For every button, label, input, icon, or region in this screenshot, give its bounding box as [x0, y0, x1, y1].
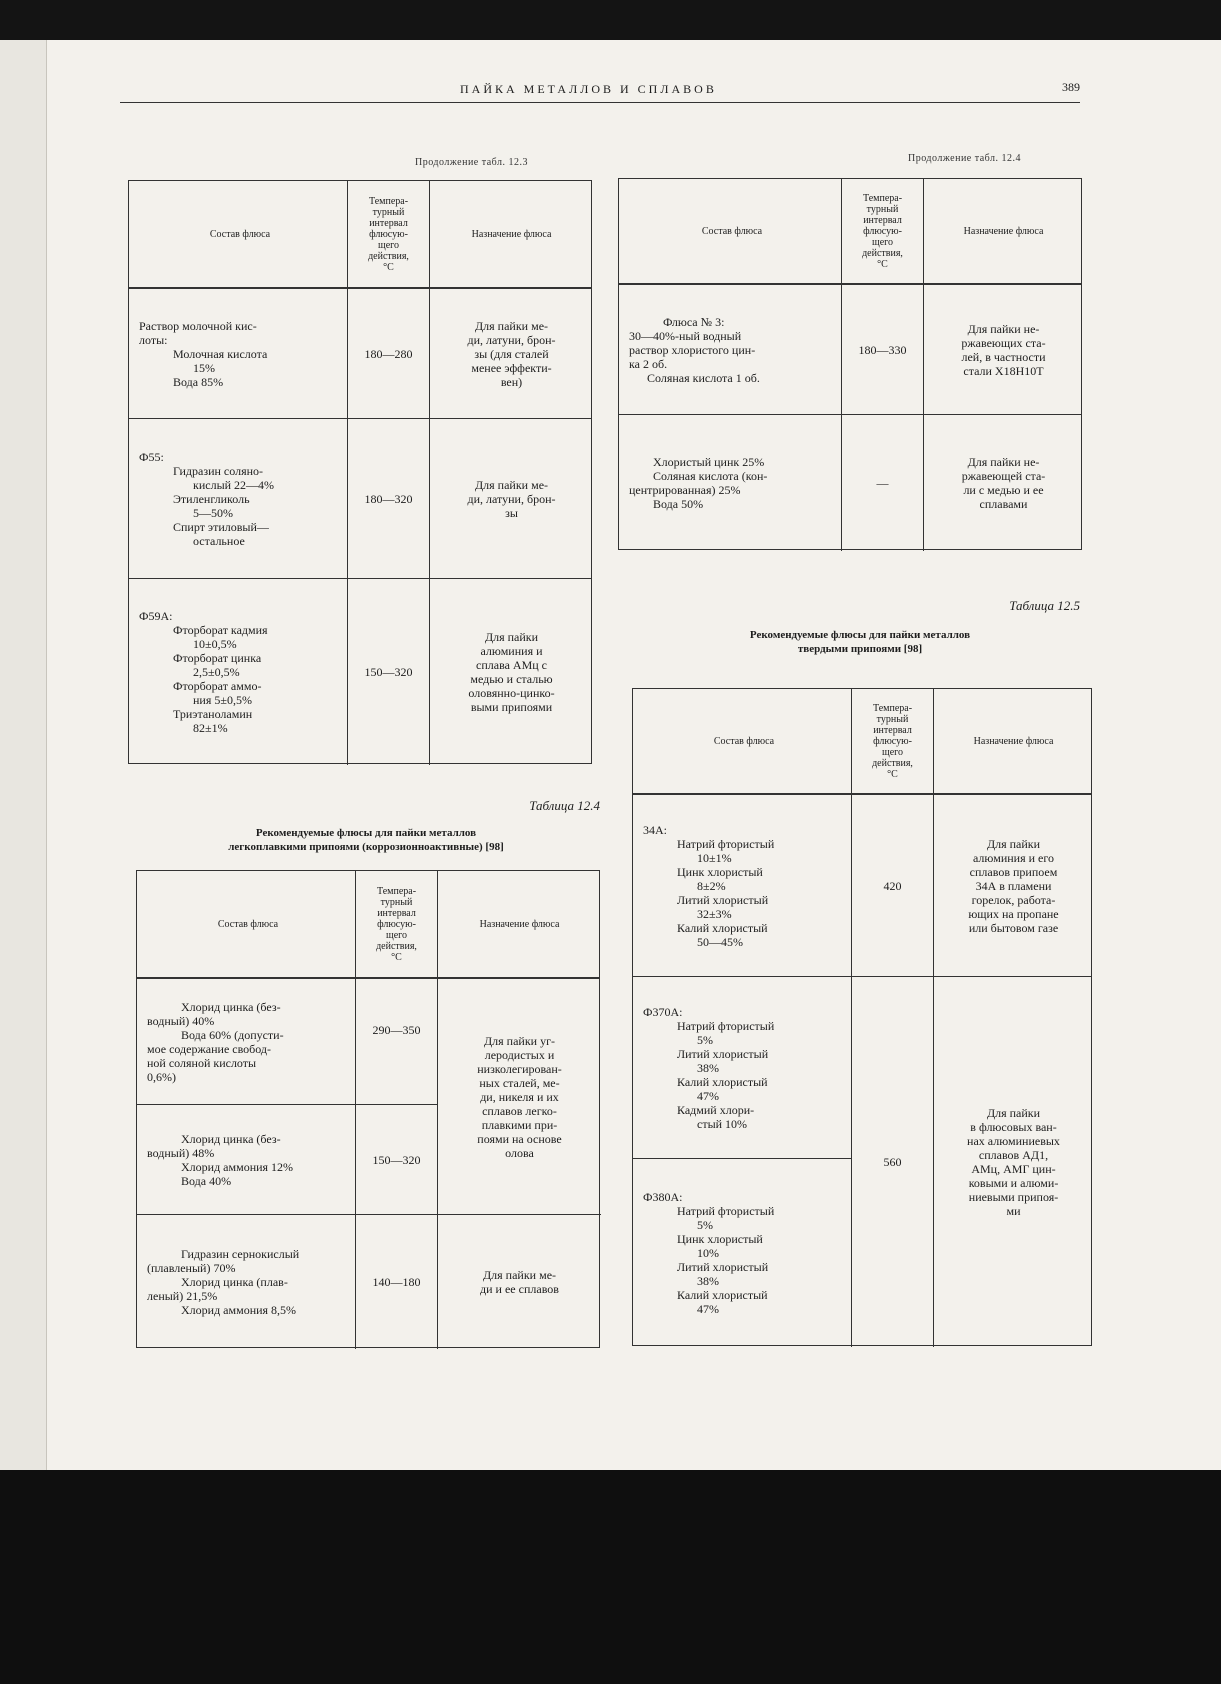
text-line: ли с медью и ее	[963, 483, 1044, 497]
text-line: сплавов АД1,	[978, 1148, 1049, 1162]
temperature-cell: 180—280	[347, 289, 429, 418]
text-line: ржавеющих ста-	[961, 335, 1046, 350]
header-temperature	[851, 689, 933, 793]
text-line: 15%	[193, 360, 215, 375]
table-12-4-continued	[618, 178, 1082, 550]
text-line: остальное	[193, 533, 245, 548]
text-line: плавкими при-	[481, 1117, 558, 1132]
temperature-cell: 150—320	[347, 579, 429, 765]
text-line: Соляная кислота (кон-	[653, 469, 768, 483]
text-line: мое содержание свобод-	[147, 1041, 272, 1056]
text-line: Вода 50%	[653, 497, 704, 511]
text-line: 38%	[697, 1060, 719, 1075]
composition-cell	[129, 289, 347, 418]
table-12-5	[632, 688, 1092, 1346]
text-line: 5—50%	[193, 505, 233, 520]
text-line: водный) 48%	[147, 1145, 215, 1160]
text-line: менее эффекти-	[471, 360, 552, 375]
composition-cell	[619, 415, 841, 551]
caption-line: Рекомендуемые флюсы для пайки металлов	[749, 629, 971, 641]
header-temp-line: флюсую-	[369, 228, 408, 240]
table-12-5-label: Таблица 12.5	[1009, 598, 1080, 613]
text-line: 5%	[697, 1218, 713, 1232]
text-line: ющих на пропане	[968, 906, 1059, 921]
composition-cell	[129, 579, 347, 765]
text-line: оловянно-цинко-	[468, 686, 555, 700]
text-line: 34А в пламени	[975, 878, 1052, 893]
purpose-cell	[429, 289, 593, 418]
caption-line: Рекомендуемые флюсы для пайки металлов	[255, 827, 477, 839]
text-line: лей, в частности	[961, 349, 1046, 364]
header-temp-line: °С	[383, 261, 394, 273]
text-line: 32±3%	[697, 906, 732, 921]
text-line: вен)	[500, 374, 523, 389]
text-line: сплава АМц с	[476, 658, 547, 672]
text-line: ной соляной кислоты	[147, 1055, 257, 1070]
text-line: 34А:	[643, 822, 667, 837]
header-temp-line: турный	[866, 203, 899, 215]
header-temp-line: флюсую-	[863, 225, 902, 237]
text-line: Ф380А:	[643, 1190, 683, 1204]
caption-line: легкоплавкими припоями (коррозионноактивные) [98]	[228, 841, 504, 853]
text-line: Для пайки не-	[967, 455, 1040, 469]
text-line: медью и сталью	[470, 672, 553, 686]
text-line: Вода 40%	[181, 1173, 232, 1188]
text-line: раствор хлористого цин-	[629, 342, 756, 357]
table-header-row	[619, 179, 1081, 285]
text-line: центрированная) 25%	[629, 483, 741, 497]
text-line: Гидразин соляно-	[173, 463, 264, 478]
header-temp-line: Темпера-	[862, 192, 903, 204]
text-line: Натрий фтористый	[677, 836, 775, 851]
text-line: 82±1%	[193, 721, 228, 735]
header-temp-line: флюсую-	[873, 735, 912, 747]
text-line: Калий хлористый	[677, 920, 768, 935]
text-line: леродистых и	[484, 1047, 555, 1062]
text-line: Спирт этиловый—	[173, 519, 269, 534]
text-line: алюминия и	[480, 644, 543, 658]
header-purpose: Назначение флюса	[437, 871, 601, 977]
text-line: сплавов припоем	[969, 864, 1058, 879]
text-line: АМц, АМГ цин-	[971, 1162, 1056, 1176]
temperature-cell: 290—350	[355, 979, 437, 1105]
table-12-3-continued	[128, 180, 592, 764]
text-line: Для пайки не-	[967, 321, 1040, 336]
header-temp-line: щего	[882, 746, 903, 758]
text-line: 5%	[697, 1032, 713, 1047]
header-temp-line: Темпера-	[376, 885, 417, 897]
header-temp-line: турный	[372, 206, 405, 218]
text-line: Раствор молочной кис-	[139, 318, 257, 333]
header-temp-line: интервал	[377, 907, 416, 919]
text-line: ниевыми припоя-	[968, 1190, 1059, 1204]
header-purpose: Назначение флюса	[923, 179, 1083, 283]
text-line: Ф370А:	[643, 1004, 683, 1019]
header-temperature	[355, 871, 437, 977]
table-row	[129, 289, 591, 419]
text-line: Для пайки	[484, 630, 539, 644]
text-line: ковыми и алюми-	[968, 1176, 1059, 1190]
text-line: 47%	[697, 1088, 719, 1103]
text-line: Соляная кислота 1 об.	[647, 370, 760, 385]
purpose-cell	[933, 795, 1093, 976]
text-line: Для пайки ме-	[482, 1268, 557, 1282]
table-header-row	[633, 689, 1091, 795]
text-line: ди, латуни, брон-	[467, 332, 556, 347]
temperature-cell: 420	[851, 795, 933, 976]
composition-cell	[137, 1105, 355, 1215]
header-temp-line: интервал	[863, 214, 902, 226]
text-line: ния 5±0,5%	[193, 693, 252, 707]
text-line: (плавленый) 70%	[147, 1261, 236, 1275]
text-line: 10±1%	[697, 850, 732, 865]
composition-cell	[137, 979, 355, 1105]
header-temp-line: °С	[391, 951, 402, 963]
table-12-5-caption	[640, 628, 1080, 656]
text-line: водный) 40%	[147, 1013, 215, 1028]
purpose-cell-shared	[933, 977, 1093, 1347]
header-temp-line: турный	[380, 896, 413, 908]
text-line: леный) 21,5%	[147, 1289, 218, 1303]
text-line: Хлорид цинка (без-	[181, 999, 281, 1014]
temperature-cell-shared: 560	[851, 977, 933, 1347]
text-line: Ф55:	[139, 449, 164, 464]
text-line: Литий хлористый	[677, 892, 769, 907]
text-line: ди и ее сплавов	[480, 1282, 559, 1296]
table-row	[619, 285, 1081, 415]
text-line: горелок, работа-	[971, 892, 1056, 907]
header-temp-line: Темпера-	[872, 702, 913, 714]
continuation-label-left: Продолжение табл. 12.3	[415, 157, 528, 168]
text-line: сплавами	[979, 497, 1028, 511]
temperature-cell: 180—320	[347, 419, 429, 578]
text-line: Этиленгликоль	[173, 491, 250, 506]
purpose-cell	[923, 415, 1083, 551]
text-line: Литий хлористый	[677, 1260, 769, 1274]
composition-cell	[137, 1215, 355, 1349]
text-line: Фторборат аммо-	[173, 679, 262, 693]
purpose-cell	[429, 419, 593, 578]
text-line: стали Х18Н10Т	[963, 363, 1044, 378]
header-temperature	[841, 179, 923, 283]
text-line: Кадмий хлори-	[677, 1102, 755, 1117]
text-line: ди, латуни, брон-	[467, 491, 556, 506]
text-line: Гидразин сернокислый	[181, 1247, 300, 1261]
text-line: 8±2%	[697, 878, 726, 893]
table-12-4-label: Таблица 12.4	[529, 798, 600, 813]
text-line: Хлорид цинка (без-	[181, 1131, 281, 1146]
text-line: Цинк хлористый	[677, 864, 763, 879]
text-line: Литий хлористый	[677, 1046, 769, 1061]
text-line: Молочная кислота	[173, 346, 268, 361]
header-purpose: Назначение флюса	[933, 689, 1093, 793]
text-line: зы (для сталей	[474, 346, 549, 361]
header-temp-line: интервал	[369, 217, 408, 229]
caption-line: твердыми припоями [98]	[797, 643, 923, 655]
text-line: Натрий фтористый	[677, 1204, 775, 1218]
text-line: ржавеющей ста-	[961, 469, 1046, 483]
text-line: ка 2 об.	[629, 356, 668, 371]
header-composition: Состав флюса	[209, 228, 271, 240]
header-composition: Состав флюса	[701, 225, 763, 237]
header-temp-line: °С	[877, 258, 888, 270]
text-line: ми	[1006, 1204, 1021, 1218]
text-line: 38%	[697, 1274, 719, 1288]
text-line: зы	[505, 505, 518, 520]
header-temp-line: °С	[887, 768, 898, 780]
text-line: Для пайки	[986, 1106, 1041, 1120]
text-line: Хлористый цинк 25%	[653, 455, 765, 469]
text-line: ди, никеля и их	[480, 1089, 559, 1104]
page-number: 389	[1062, 80, 1080, 94]
text-line: Хлорид аммония 12%	[181, 1159, 294, 1174]
text-line: Калий хлористый	[677, 1288, 768, 1302]
text-line: Фторборат цинка	[173, 651, 262, 665]
text-line: поями на основе	[477, 1131, 562, 1146]
header-temp-line: щего	[872, 236, 893, 248]
text-line: ных сталей, ме-	[479, 1075, 560, 1090]
header-temp-line: Темпера-	[368, 195, 409, 207]
purpose-cell-shared	[437, 979, 601, 1215]
text-line: 10±0,5%	[193, 637, 237, 651]
text-line: 50—45%	[697, 934, 743, 949]
composition-cell	[619, 285, 841, 414]
header-temp-line: действия,	[368, 250, 409, 262]
text-line: нах алюминиевых	[967, 1134, 1060, 1148]
composition-cell	[129, 419, 347, 578]
header-temp-line: турный	[876, 713, 909, 725]
text-line: Калий хлористый	[677, 1074, 768, 1089]
temperature-cell: 180—330	[841, 285, 923, 414]
header-temp-line: щего	[386, 929, 407, 941]
purpose-cell	[429, 579, 593, 765]
text-line: выми припоями	[470, 700, 553, 714]
continuation-label-right: Продолжение табл. 12.4	[908, 153, 1021, 164]
header-temp-line: флюсую-	[377, 918, 416, 930]
header-purpose: Назначение флюса	[429, 181, 593, 287]
text-line: Хлорид аммония 8,5%	[181, 1303, 297, 1317]
purpose-cell	[437, 1215, 601, 1349]
text-line: Натрий фтористый	[677, 1018, 775, 1033]
book-spine	[0, 40, 47, 1510]
text-line: алюминия и его	[973, 850, 1054, 865]
text-line: Хлорид цинка (плав-	[181, 1275, 288, 1289]
header-temp-line: действия,	[872, 757, 913, 769]
text-line: лоты:	[139, 332, 168, 347]
text-line: Флюса № 3:	[663, 314, 725, 329]
text-line: Вода 60% (допусти-	[181, 1027, 284, 1042]
table-12-4-caption	[132, 826, 600, 854]
text-line: Фторборат кадмия	[173, 623, 268, 637]
table-row	[619, 415, 1081, 551]
temperature-cell: 150—320	[355, 1105, 437, 1215]
table-header-row	[137, 871, 599, 979]
table-row	[129, 579, 591, 765]
temperature-cell: 140—180	[355, 1215, 437, 1349]
text-line: Цинк хлористый	[677, 1232, 763, 1246]
text-line: Для пайки ме-	[474, 318, 549, 333]
text-line: Вода 85%	[173, 374, 224, 389]
text-line: 47%	[697, 1302, 719, 1316]
running-header	[120, 80, 1080, 103]
table-row	[633, 795, 1091, 977]
text-line: 30—40%-ный водный	[629, 328, 742, 343]
header-temp-line: щего	[378, 239, 399, 251]
page-shadow	[0, 1470, 1221, 1684]
text-line: или бытовом газе	[968, 920, 1059, 935]
text-line: Для пайки уг-	[483, 1033, 556, 1048]
temperature-cell: —	[841, 415, 923, 551]
table-12-4	[136, 870, 600, 1348]
text-line: олова	[505, 1145, 534, 1160]
text-line: 10%	[697, 1246, 719, 1260]
composition-cell	[633, 977, 851, 1159]
text-line: в флюсовых ван-	[970, 1120, 1057, 1134]
text-line: Триэтаноламин	[173, 707, 253, 721]
text-line: 2,5±0,5%	[193, 665, 240, 679]
text-line: Для пайки	[986, 836, 1041, 851]
header-temperature	[347, 181, 429, 287]
text-line: кислый 22—4%	[193, 477, 275, 492]
purpose-cell	[923, 285, 1083, 414]
header-temp-line: действия,	[376, 940, 417, 952]
text-line: стый 10%	[697, 1116, 748, 1131]
composition-cell	[633, 1159, 851, 1347]
text-line: сплавов легко-	[482, 1103, 557, 1118]
header-temp-line: действия,	[862, 247, 903, 259]
header-composition: Состав флюса	[217, 918, 279, 930]
header-composition: Состав флюса	[713, 735, 775, 747]
text-line: 0,6%)	[147, 1069, 176, 1084]
table-header-row	[129, 181, 591, 289]
running-title: ПАЙКА МЕТАЛЛОВ И СПЛАВОВ	[460, 82, 717, 96]
text-line: Для пайки ме-	[474, 477, 549, 492]
text-line: низколегирован-	[477, 1061, 562, 1076]
text-line: Ф59А:	[139, 609, 173, 623]
header-temp-line: интервал	[873, 724, 912, 736]
table-row	[129, 419, 591, 579]
composition-cell	[633, 795, 851, 976]
